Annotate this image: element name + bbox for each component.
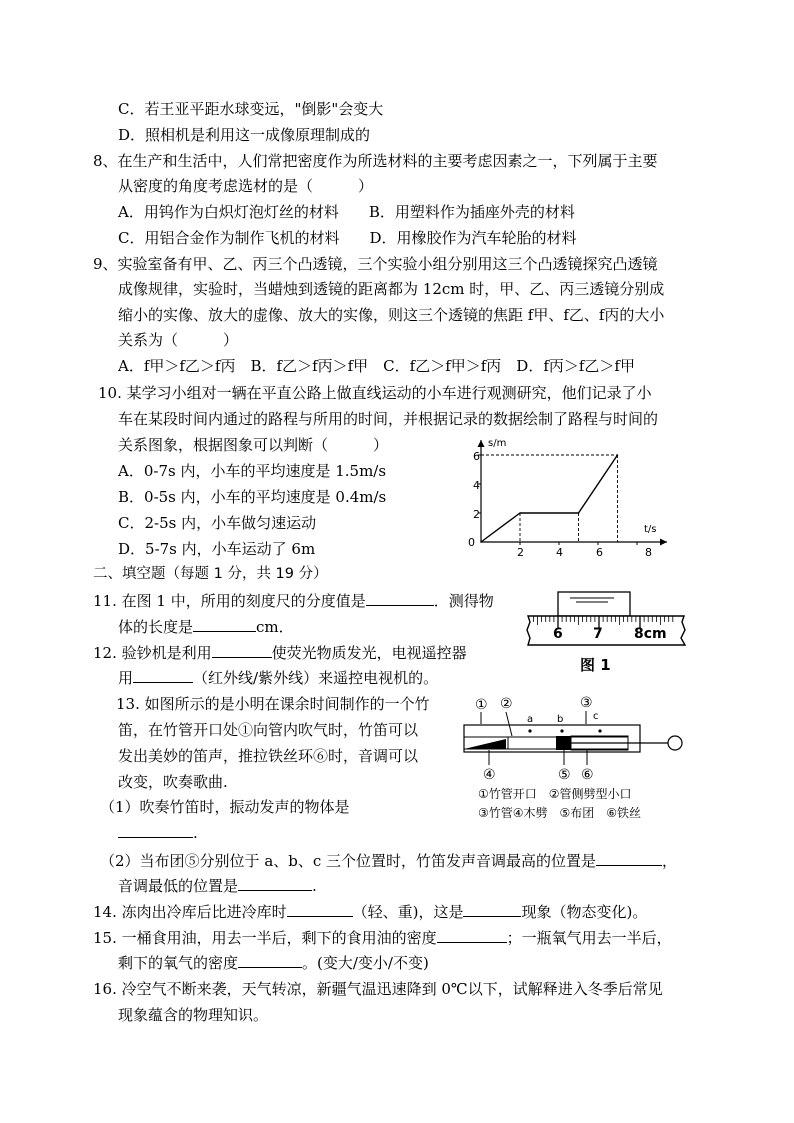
q13-stem: 13. 如图所示的是小明在课余时间制作的一个竹 <box>116 695 430 713</box>
q12-blank-light[interactable] <box>212 643 272 658</box>
chart-xtick-2: 2 <box>517 546 524 559</box>
figure-1-label: 图 1 <box>580 656 611 674</box>
q14-text-2: （轻、重)，这是 <box>352 903 464 921</box>
q12-blank-remote[interactable] <box>133 668 193 683</box>
q15-blank-oil-density[interactable] <box>437 928 507 943</box>
series-segment-0 <box>481 513 520 542</box>
q12-line-1 <box>93 643 467 663</box>
q13-blank-vibrating-object[interactable] <box>118 823 193 838</box>
q13-stem-2: 笛，在竹管开口处①向管内吹气时，竹笛可以 <box>118 721 419 739</box>
flute-label-3: ③ <box>580 695 593 711</box>
q10-stem-2: 车在某段时间内通过的路程与所用的时间，并根据记录的数据绘制了路程与时间的 <box>118 410 659 428</box>
ruler-label-8cm: 8cm <box>634 626 667 642</box>
hole-c <box>598 729 601 732</box>
wire-ring <box>668 736 682 750</box>
flute-position-c: c <box>593 711 599 722</box>
q14-line <box>93 902 647 922</box>
q9-options: A．f甲＞f乙＞f丙 B．f乙＞f丙＞f甲 C．f乙＞f甲＞f丙 D．f丙＞f乙＞f甲 <box>118 357 635 375</box>
chart-ytick-4: 4 <box>473 479 480 492</box>
q15-line-1 <box>93 928 672 948</box>
q14-text-3: 现象（物态变化)。 <box>521 903 648 921</box>
ruler-figure <box>522 588 694 678</box>
q11-text-4: cm． <box>256 618 294 636</box>
q14-text-1: 14. 冻肉出冷库后比进冷库时 <box>93 903 287 921</box>
q12-text-4: （红外线/紫外线）来遥控电视机的。 <box>193 669 439 687</box>
q9-stem: 9、实验室备有甲、乙、丙三个凸透镜，三个实验小组分别用这三个凸透镜探究凸透镜 <box>93 255 658 273</box>
flute-position-b: b <box>557 714 564 725</box>
flute-label-5: ⑤ <box>558 767 571 783</box>
q11-line-2 <box>118 617 294 637</box>
q10-option-d: D．5-7s 内，小车运动了 6m <box>118 540 316 558</box>
q7-option-c: C．若王亚平距水球变远，"倒影"会变大 <box>118 100 384 118</box>
q15-text-1: 15. 一桶食用油，用去一半后，剩下的食用油的密度 <box>93 929 437 947</box>
q11-text-1: 11. 在图 1 中，所用的刻度尺的分度值是 <box>93 592 366 610</box>
ruler-label-7: 7 <box>593 626 603 642</box>
chart-xtick-6: 6 <box>596 546 603 559</box>
series-point-3 <box>617 454 619 456</box>
flute-legend-2: ③竹管④木劈 ⑤布团 ⑥铁丝 <box>478 806 642 820</box>
q12-text-1: 12. 验钞机是利用 <box>93 644 212 662</box>
q11-text-3: 体的长度是 <box>118 618 194 636</box>
section-2-title: 二、填空题（每题 1 分，共 19 分） <box>93 566 328 582</box>
chart-x-label: t/s <box>644 524 657 535</box>
q13-sub-2-text-2: 音调最低的位置是 <box>118 877 239 895</box>
q13-blank-lowest[interactable] <box>238 876 312 891</box>
q8-stem-cont: 从密度的角度考虑选材的是（ ） <box>118 177 374 195</box>
flute-label-2: ② <box>500 696 513 712</box>
q16-stem-2: 现象蕴含的物理知识。 <box>118 1006 269 1024</box>
q15-line-2 <box>118 953 429 973</box>
q15-text-2: ；一瓶氧气用去一半后， <box>506 929 672 947</box>
q9-stem-2: 成像规律，实验时，当蜡烛到透镜的距离都为 12cm 时，甲、乙、丙三透镜分别成 <box>118 280 665 298</box>
q11-blank-length[interactable] <box>193 617 256 632</box>
q13-sub-2-text: （2）当布团⑤分别位于 a、b、c 三个位置时，竹笛发声音调最高的位置是 <box>100 852 597 870</box>
q13-stem-4: 改变，吹奏歌曲. <box>118 773 228 791</box>
q7-option-d: D．照相机是利用这一成像原理制成的 <box>118 126 371 144</box>
q8-stem: 8、在生产和生活中，人们常把密度作为所选材料的主要考虑因素之一，下列属于主要 <box>93 152 658 170</box>
flute-position-a: a <box>527 714 534 725</box>
chart-series <box>480 454 618 543</box>
series-segment-2 <box>579 455 618 513</box>
chart-xtick-4: 4 <box>556 546 563 559</box>
flute-label-4: ④ <box>483 767 496 783</box>
distance-time-chart <box>455 430 685 565</box>
q13-sub-2-end: . <box>312 877 317 895</box>
chart-ytick-0: 0 <box>468 536 475 549</box>
flute-label-1: ① <box>475 697 488 713</box>
q13-sub-1-answer <box>118 823 198 843</box>
ruler-label-6: 6 <box>553 626 563 642</box>
q13-sub-2 <box>100 851 677 871</box>
q10-option-a: A．0-7s 内，小车的平均速度是 1.5m/s <box>118 462 387 480</box>
q13-sub-1-end: . <box>193 824 198 842</box>
measured-block <box>558 592 630 616</box>
series-point-0 <box>480 541 482 543</box>
q12-text-2: 使荧光物质发光，电视遥控器 <box>271 644 467 662</box>
chart-y-label: s/m <box>488 438 507 449</box>
flute-label-6: ⑥ <box>581 767 594 783</box>
q13-stem-3: 发出美妙的笛声，推拉铁丝环⑥时，音调可以 <box>118 747 419 765</box>
chart-xtick-8: 8 <box>645 546 652 559</box>
q12-line-2 <box>118 668 438 688</box>
chart-guide-lines <box>478 455 637 545</box>
flute-legend-1: ①竹管开口 ②管侧劈型小口 <box>478 787 632 801</box>
series-point-2 <box>578 512 580 514</box>
wooden-wedge <box>464 739 506 749</box>
q11-text-2: ．测得物 <box>433 592 494 610</box>
q13-blank-highest[interactable] <box>596 851 662 866</box>
q15-text-3: 剩下的氧气的密度 <box>118 954 239 972</box>
chart-ytick-6: 6 <box>473 450 480 463</box>
q14-blank-phenomenon[interactable] <box>463 902 521 917</box>
q13-sub-2-cont <box>118 876 317 896</box>
q14-blank-weight[interactable] <box>287 902 353 917</box>
chart-ytick-2: 2 <box>473 508 480 521</box>
q12-text-3: 用 <box>118 669 134 687</box>
hole-b <box>560 729 563 732</box>
q13-sub-2-comma: ， <box>662 852 678 870</box>
q8-options-cd: C．用铝合金作为制作飞机的材料 D．用橡胶作为汽车轮胎的材料 <box>118 229 577 247</box>
q10-option-c: C．2-5s 内，小车做匀速运动 <box>118 514 317 532</box>
q9-stem-4: 关系为（ ） <box>118 331 239 349</box>
q15-text-4: 。(变大/变小/不变) <box>302 954 429 972</box>
pointer-2 <box>506 712 512 736</box>
bamboo-flute-figure <box>458 690 690 825</box>
q11-blank-division[interactable] <box>366 591 434 606</box>
q10-stem: 10. 某学习小组对一辆在平直公路上做直线运动的小车进行观测研究，他们记录了小 <box>98 384 652 402</box>
q10-stem-3: 关系图象，根据图象可以判断（ ） <box>118 436 389 454</box>
q15-blank-oxygen-density[interactable] <box>238 953 302 968</box>
q8-options-ab: A．用钨作为白炽灯泡灯丝的材料 B．用塑料作为插座外壳的材料 <box>118 203 575 221</box>
series-point-1 <box>519 512 521 514</box>
q11-line-1 <box>93 591 494 611</box>
q9-stem-3: 缩小的实像、放大的虚像、放大的实像，则这三个透镜的焦距 f甲、f乙、f丙的大小 <box>118 306 665 324</box>
q16-stem: 16. 冷空气不断来袭，天气转凉，新疆气温迅速降到 0℃以下，试解释进入冬季后常见 <box>93 980 663 998</box>
cloth-plug <box>556 736 571 750</box>
q13-sub-1: （1）吹奏竹笛时，振动发声的物体是 <box>100 798 350 816</box>
hole-a <box>528 729 531 732</box>
q10-option-b: B．0-5s 内，小车的平均速度是 0.4m/s <box>118 488 387 506</box>
